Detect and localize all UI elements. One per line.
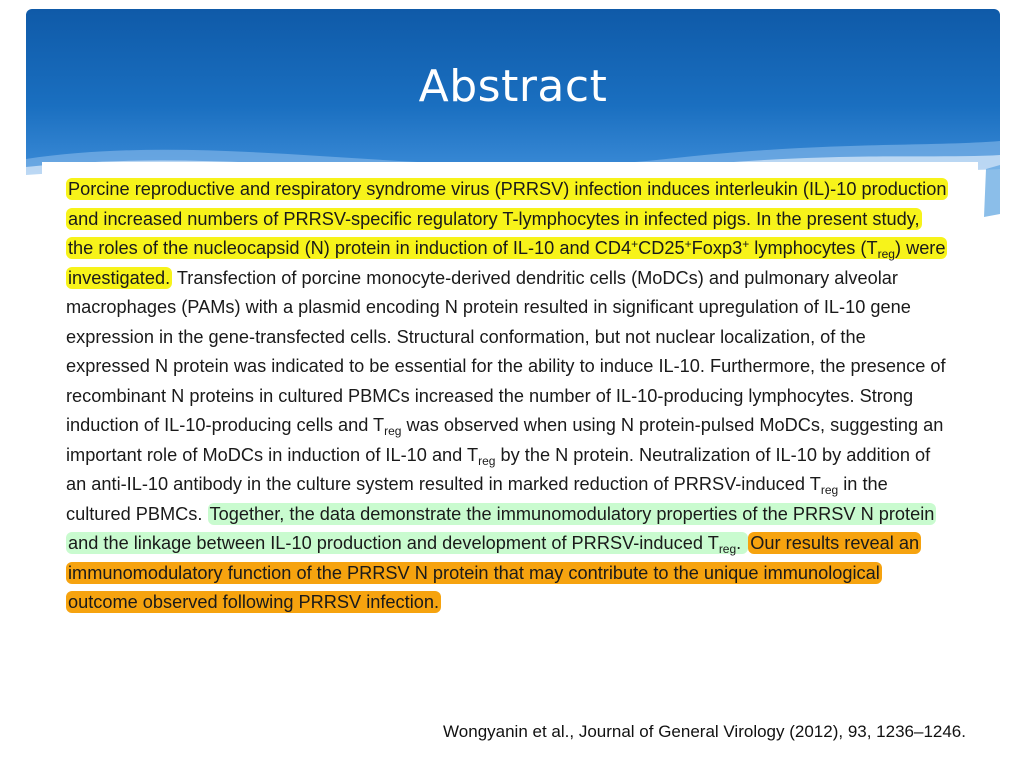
subscript-reg: reg: [877, 247, 895, 261]
abstract-methods-3: by the N protein. Neutralization of IL-10 by addition of an anti-IL-10 antibody in the culture system resulted in marked reduction of PRRSV-induced T: [66, 444, 931, 494]
subscript-reg: reg: [820, 483, 839, 497]
subscript-reg: reg: [478, 453, 496, 468]
abstract-foxp3: Foxp3: [691, 238, 743, 258]
abstract-cd25: CD25: [638, 238, 685, 258]
abstract-lymphocytes: lymphocytes (T: [749, 238, 878, 258]
subscript-reg: reg: [384, 424, 402, 438]
abstract-text: [66, 175, 948, 618]
abstract-methods-2: was observed when using N protein-pulsed MoDCs, suggesting an important role of MoDCs in induction of IL-10 and T: [66, 415, 944, 465]
abstract-methods-4: in the cultured PBMCs.: [66, 474, 888, 524]
citation: Wongyanin et al., Journal of General Virology (2012), 93, 1236–1246.: [443, 722, 966, 741]
abstract-significance: Our results reveal an immunomodulatory function of the PRRSV N protein that may contribute to the unique immunological outcome observed following PRRSV infection.: [68, 533, 920, 612]
abstract-conclusion-end: .: [736, 533, 747, 553]
slide-title: Abstract: [418, 61, 608, 112]
subscript-reg: reg: [718, 542, 737, 556]
superscript-plus: +: [631, 237, 639, 251]
abstract-conclusion: Together, the data demonstrate the immunomodulatory properties of the PRRSV N protein and the linkage between IL-10 production and development of PRRSV-induced T: [68, 503, 935, 553]
abstract-methods: Transfection of porcine monocyte-derived dendritic cells (MoDCs) and pulmonary alveolar macrophages (PAMs) with a plasmid encoding N protein resulted in significant upregulation of IL-10 gene expression in the gene-transfected cells. Structural conformation, but not nuclear localization, of the expressed N protein was indicated to be essential for the ability to induce IL-10. Furthermore, the presence of recombinant N proteins in cultured PBMCs increased the number of IL-10-producing lymphocytes. Strong induction of IL-10-producing cells and T: [66, 267, 946, 435]
superscript-plus: +: [684, 237, 692, 251]
abstract-sentence-1: Porcine reproductive and respiratory syndrome virus (PRRSV) infection induces interleukin (IL)-10 production and increased numbers of PRRSV-specific regulatory T-lymphocytes in infected pigs. In the present study, the roles of the nucleocapsid (N) protein in induction of IL-10 and CD4: [68, 179, 947, 258]
abstract-investigated: ) were investigated.: [68, 238, 946, 288]
superscript-plus: +: [742, 237, 750, 251]
